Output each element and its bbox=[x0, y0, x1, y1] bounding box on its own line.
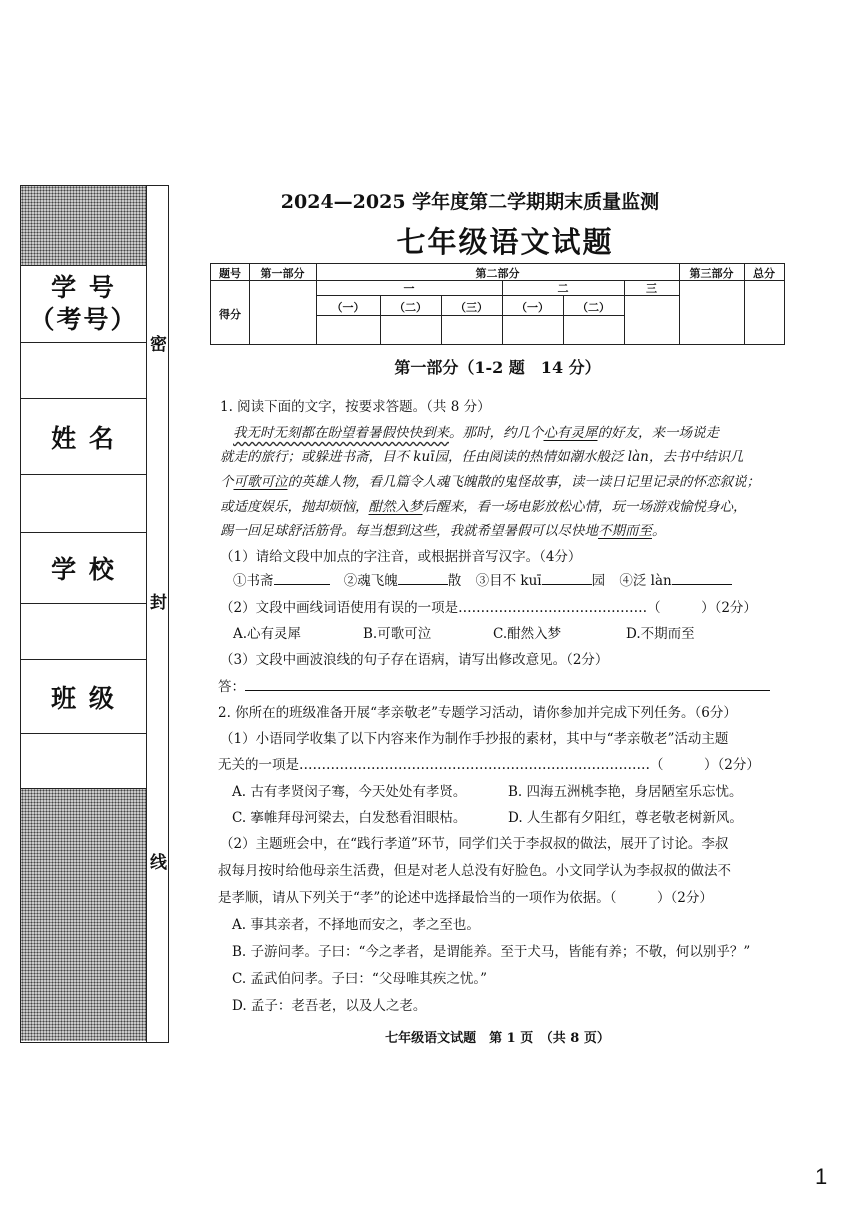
q1-sub1: （1）请给文段中加点的字注音，或根据拼音写汉字。（4分） bbox=[220, 549, 582, 565]
score-table bbox=[210, 263, 785, 345]
sub-2-2: （二） bbox=[577, 301, 610, 314]
q2-option2-d[interactable]: D. 孟子：老吾老，以及人之老。 bbox=[232, 998, 427, 1014]
binding-column bbox=[20, 185, 147, 1043]
sub-1-2: （二） bbox=[394, 301, 427, 314]
q2-option-a[interactable]: A. 古有孝贤闵子骞，今天处处有孝贤。 bbox=[232, 784, 467, 800]
sub-1-3: （三） bbox=[455, 301, 488, 314]
school-blank[interactable] bbox=[21, 604, 146, 660]
underlined-word-3: 酣然入梦 bbox=[368, 499, 423, 515]
q1-options bbox=[233, 622, 803, 642]
option-d[interactable]: D.不期而至 bbox=[626, 626, 695, 642]
page-footer: 七年级语文试题 第 1 页 （共 8 页） bbox=[385, 1031, 610, 1046]
fill-blank-4[interactable] bbox=[672, 572, 732, 585]
passage-text: 或适度娱乐，抛却烦恼， bbox=[220, 499, 369, 515]
name-blank[interactable] bbox=[21, 475, 146, 533]
header-total: 总分 bbox=[753, 267, 775, 280]
q1-fill-row bbox=[233, 569, 803, 589]
seal-char-mi: 密 bbox=[150, 335, 167, 355]
q1-sub2: （2）文段中画线词语使用有误的一项是……………………………………（ ）（2分） bbox=[220, 600, 757, 616]
passage-text: 踢一回足球舒活筋骨。每当想到这些，我就希望暑假可以尽快地 bbox=[220, 523, 598, 539]
q1-passage-line-5 bbox=[220, 519, 790, 539]
hatched-top-block bbox=[21, 186, 146, 266]
header-part3: 第三部分 bbox=[689, 267, 734, 280]
fill-blank-1[interactable] bbox=[274, 572, 330, 585]
q1-answer-row bbox=[218, 675, 788, 695]
header-part1: 第一部分 bbox=[260, 267, 305, 280]
exam-period-title: 2024—2025 学年度第二学期期末质量监测 bbox=[280, 191, 660, 213]
q2-sub2-line2: 叔每月按时给他母亲生活费，但是对老人总没有好脸色。小文同学认为李叔叔的做法不 bbox=[218, 863, 731, 879]
school-label: 学 校 bbox=[51, 555, 116, 584]
wavy-sentence: 我无时无刻都在盼望着暑假快快到来 bbox=[233, 425, 449, 441]
answer-label: 答： bbox=[218, 679, 245, 695]
student-number-cell bbox=[21, 266, 146, 343]
q2-stem: 2. 你所在的班级准备开展“孝亲敬老”专题学习活动，请你参加并完成下列任务。（6分） bbox=[218, 705, 737, 721]
group-three: 三 bbox=[646, 282, 657, 295]
q2-option2-b[interactable]: B. 子游问孝。子曰：“今之孝者，是谓能养。至于犬马，皆能有养；不敬，何以别乎？” bbox=[232, 944, 751, 960]
fill-item-3-suffix: 园 bbox=[591, 573, 606, 589]
q2-sub2-line3: 是孝顺，请从下列关于“孝”的论述中选择最恰当的一项作为依据。（ ）（2分） bbox=[218, 890, 713, 906]
underlined-word-2: 可歌可泣 bbox=[233, 474, 288, 490]
group-two: 二 bbox=[557, 282, 569, 295]
sub-1-1: （一） bbox=[331, 301, 365, 314]
school-cell bbox=[21, 533, 146, 604]
seal-char-xian: 线 bbox=[150, 853, 167, 873]
passage-text: 的好友，来一场说走 bbox=[597, 425, 719, 441]
passage-text: 。 bbox=[652, 523, 666, 539]
q1-passage-line-4 bbox=[220, 495, 790, 515]
name-cell bbox=[21, 399, 146, 475]
q1-sub3: （3）文段中画波浪线的句子存在语病，请写出修改意见。（2分） bbox=[220, 652, 609, 668]
q2-option2-c[interactable]: C. 孟武伯问孝。子曰：“父母唯其疾之忧。” bbox=[232, 971, 487, 987]
fill-item-2-suffix: 散 bbox=[447, 573, 462, 589]
q2-option2-a[interactable]: A. 事其亲者，不择地而安之，孝之至也。 bbox=[232, 917, 480, 933]
fill-item-3: ③目不 kuī bbox=[475, 573, 542, 589]
q2-option-c[interactable]: C. 搴帷拜母河梁去，白发愁看泪眼枯。 bbox=[232, 810, 467, 826]
fill-blank-3[interactable] bbox=[542, 572, 592, 585]
exam-paper-title: 七年级语文试题 bbox=[396, 225, 614, 259]
seal-line-column bbox=[147, 185, 169, 1043]
header-part2: 第二部分 bbox=[475, 267, 520, 280]
underlined-word-1: 心有灵犀 bbox=[543, 425, 598, 441]
hatched-bottom-block bbox=[21, 789, 146, 1041]
q2-sub1-line2: 无关的一项是……………………………………………………………………（ ）（2分） bbox=[218, 757, 760, 773]
class-blank[interactable] bbox=[21, 734, 146, 789]
fill-item-4: ④泛 làn bbox=[619, 573, 672, 589]
class-label: 班 级 bbox=[51, 683, 116, 713]
q2-option-d[interactable]: D. 人生都有夕阳红，尊老敬老树新风。 bbox=[508, 810, 743, 826]
q1-passage-line-2: 就走的旅行；或躲进书斋，目不 kuī园，任由阅读的热情如潮水般泛 làn，去书中结识几 bbox=[220, 449, 744, 465]
q2-sub1-line1: （1）小语同学收集了以下内容来作为制作手抄报的素材，其中与“孝亲敬老”活动主题 bbox=[220, 731, 729, 747]
q2-option-b[interactable]: B. 四海五洲桃李艳，身居陋室乐忘忧。 bbox=[508, 784, 743, 800]
student-number-blank[interactable] bbox=[21, 343, 146, 399]
passage-text: 个 bbox=[220, 474, 234, 490]
fill-blank-2[interactable] bbox=[398, 572, 448, 585]
q1-passage-line-3 bbox=[220, 470, 790, 490]
q1-stem: 1. 阅读下面的文字，按要求答题。（共 8 分） bbox=[220, 399, 491, 415]
q2-sub2-line1: （2）主题班会中，在“践行孝道”环节，同学们关于李叔叔的做法，展开了讨论。李叔 bbox=[220, 836, 729, 852]
answer-blank[interactable] bbox=[245, 678, 770, 691]
section-title: 第一部分（1-2 题 14 分） bbox=[394, 358, 601, 377]
page-number: 1 bbox=[815, 1164, 828, 1189]
passage-text: 。那时，约几个 bbox=[449, 425, 544, 441]
q1-passage-line-1 bbox=[233, 421, 803, 441]
name-label: 姓 名 bbox=[51, 423, 116, 453]
header-question-no: 题号 bbox=[219, 267, 241, 280]
class-cell bbox=[21, 660, 146, 734]
underlined-word-4: 不期而至 bbox=[598, 523, 652, 539]
option-b[interactable]: B.可歌可泣 bbox=[363, 626, 432, 642]
group-one: 一 bbox=[403, 282, 415, 295]
fill-item-2: ②魂飞魄 bbox=[343, 573, 398, 589]
seal-char-feng: 封 bbox=[150, 593, 167, 613]
option-c[interactable]: C.酣然入梦 bbox=[493, 626, 562, 642]
passage-text: 的英雄人物，看几篇令人魂飞魄散的鬼怪故事，读一读日记里记录的怀恋叙说； bbox=[287, 474, 760, 490]
score-row-label: 得分 bbox=[219, 308, 241, 321]
student-number-label: 学 号 bbox=[51, 273, 116, 302]
exam-number-label: （考号） bbox=[29, 305, 138, 334]
fill-item-1: ①书斋 bbox=[233, 573, 274, 589]
sub-2-1: （一） bbox=[516, 301, 549, 314]
option-a[interactable]: A.心有灵犀 bbox=[233, 626, 302, 642]
passage-text: 后醒来，看一场电影放松心情，玩一场游戏愉悦身心， bbox=[422, 499, 747, 515]
